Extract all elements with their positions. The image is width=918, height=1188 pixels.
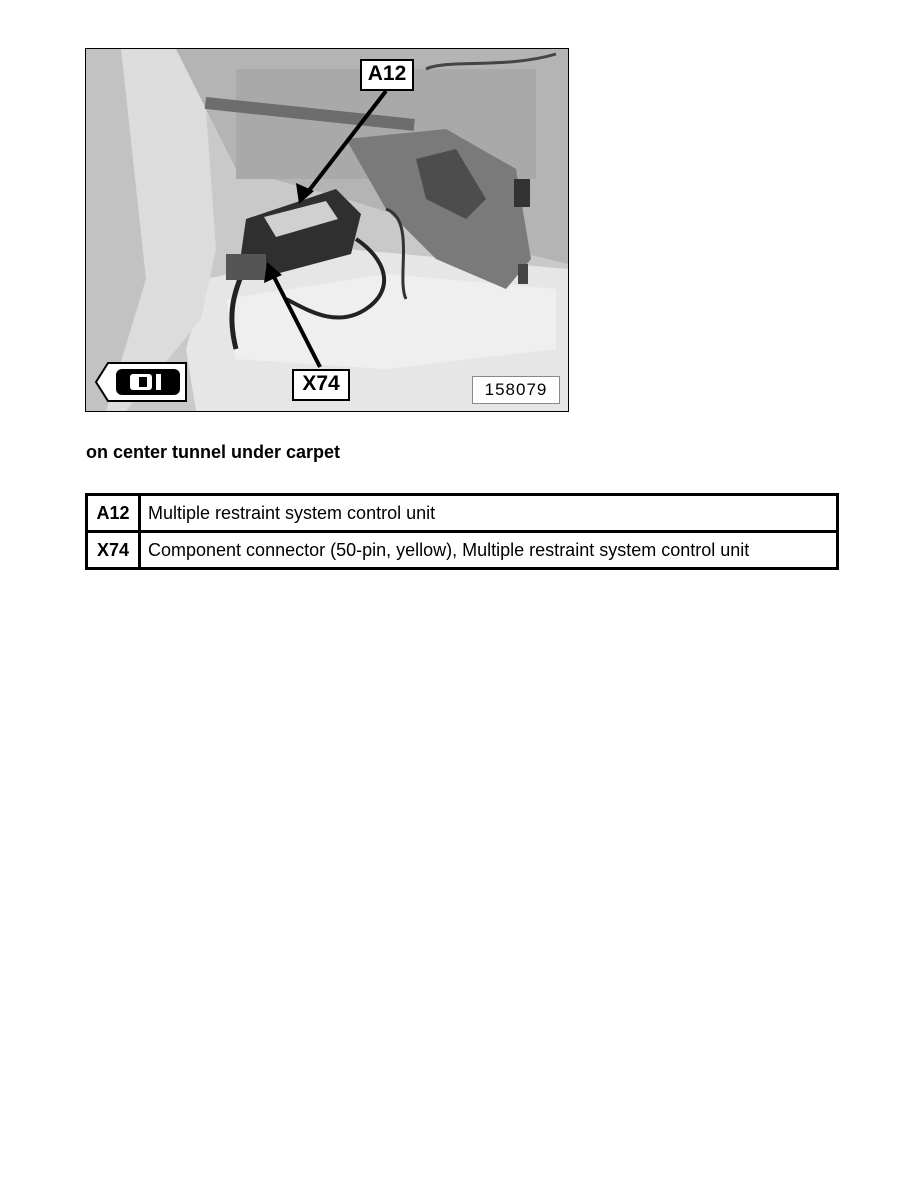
callout-a12: A12: [360, 59, 414, 91]
component-description: Multiple restraint system control unit: [140, 495, 838, 532]
car-top-view-icon: [94, 361, 188, 403]
component-code: A12: [87, 495, 140, 532]
photo-reference-number: 158079: [472, 376, 560, 404]
table-row: [87, 532, 838, 569]
component-location-photo: [85, 48, 569, 412]
callout-x74: X74: [292, 369, 350, 401]
table-row: [87, 495, 838, 532]
photo-scene: [86, 49, 568, 411]
component-legend-table: [85, 493, 839, 570]
component-description: Component connector (50-pin, yellow), Multiple restraint system control unit: [140, 532, 838, 569]
component-code: X74: [87, 532, 140, 569]
location-caption: on center tunnel under carpet: [86, 442, 341, 462]
